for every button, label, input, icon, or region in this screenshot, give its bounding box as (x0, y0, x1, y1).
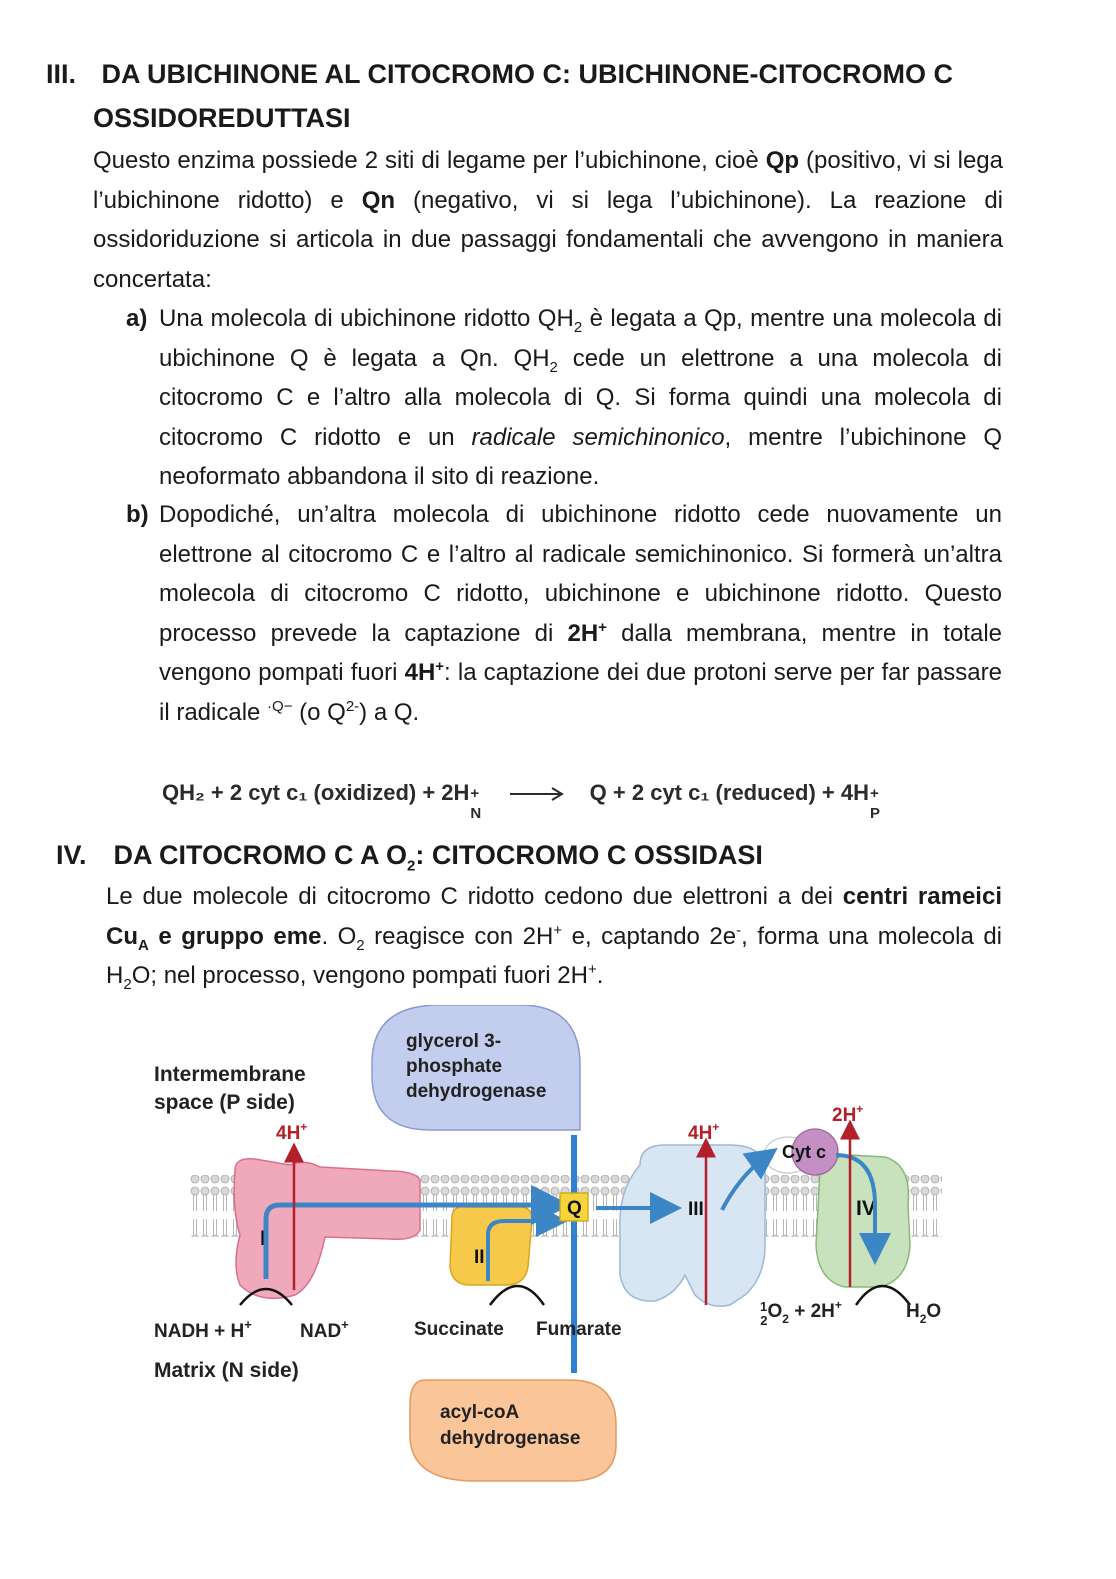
s4-part3: reagisce con 2H (364, 922, 554, 950)
s4-part4: e, captando 2e (562, 922, 737, 950)
item-a-part2: è legata a Qp, mentre una molecola di ubichinone Q è legata a Qn. QH (159, 305, 1002, 372)
section-4-title: IV. DA CITOCROMO C A $O_2$: CITOCROMO C OSSIDASI (56, 833, 1056, 877)
s4-part6: O; nel processo, vengono pompati fuori 2H (131, 962, 588, 989)
item-b-label: b) (126, 501, 149, 528)
complex-3 (620, 1145, 765, 1306)
section-3-title-line2: OSSIDOREDUTTASI (93, 103, 351, 133)
reaction-arrow-icon (508, 784, 568, 804)
copper-sub: A (138, 936, 149, 954)
electron-transport-chain-figure (140, 1005, 970, 1485)
intro-text-b: (positivo, vi si lega l’ubichinone ridotto) e (93, 147, 1003, 214)
section-4-number: IV. (56, 840, 87, 870)
heme-group: e gruppo eme (148, 922, 322, 950)
s4-part7: . (596, 962, 604, 989)
cyt-c-label: Cyt c (782, 1142, 827, 1162)
item-b-text: Dopodiché, un’altra molecola di ubichinone ridotto cede nuovamente un elettrone al citocromo C e l’altro al radicale semichinonico. Si formerà un’altra molecola di citocromo C ridotto, ubichinone e ubichinone ridotto. Questo processo prevede la captazione di 2H+ dalla membrana, mentre in totale vengono pompati fuori 4H+: la captazione dei due protoni serve per far passare il radicale $^{\cdot Q-}$ (o $Q^{2-}$) a Q. (159, 501, 1002, 726)
water-label: $H_2O$ (906, 1301, 942, 1326)
reaction-equation: QH₂ + 2 cyt c₁ (oxidized) + 2H + N Q + 2 cyt c₁ (reduced) + 4H + P (162, 780, 881, 822)
qn-term: Qn (361, 186, 396, 214)
equation-left: QH₂ + 2 cyt c₁ (oxidized) + 2H (162, 780, 470, 805)
radical-term: radicale semichinonico (471, 423, 725, 451)
item-b-part3: : la captazione dei due protoni serve per far passare il radicale (159, 659, 1002, 726)
acyl-line2: dehydrogenase (440, 1428, 581, 1449)
acyl-line1: acyl-coA (440, 1402, 520, 1423)
section-4-title-text: DA CITOCROMO C A O (113, 840, 408, 870)
s4-part2: . O (321, 922, 357, 950)
complex-3-label: III (688, 1199, 704, 1220)
item-a-label: a) (126, 305, 148, 332)
nad-label: NAD+ (300, 1317, 349, 1342)
radical-symbol: ·Q (267, 697, 284, 715)
complex-2 (450, 1207, 532, 1285)
ubiquinone-label: Q (567, 1198, 582, 1219)
intro-text-a: Questo enzima possiede 2 siti di legame per l’ubichinone, cioè (93, 147, 766, 174)
copper-centers: centri rameici Cu (106, 883, 1002, 950)
complex-4-label: IV (856, 1197, 876, 1220)
item-a-part1: Una molecola di ubichinone ridotto QH (159, 305, 574, 332)
nadh-label: NADH + H+ (154, 1317, 252, 1342)
item-b-part2: dalla membrana, mentre in totale vengono pompati fuori (159, 619, 1002, 686)
complex-1-label: I (260, 1227, 266, 1250)
s4-part5: , forma una molecola di H (106, 922, 1003, 989)
section-4-title-tail: : CITOCROMO C OSSIDASI (415, 840, 763, 870)
matrix-label: Matrix (N side) (154, 1359, 299, 1382)
equation-right: Q + 2 cyt c₁ (reduced) + 4H (589, 780, 869, 805)
section-3-number: III. (46, 59, 77, 89)
complex-4 (816, 1155, 910, 1287)
complex-2-label: II (474, 1247, 485, 1268)
item-b-part5: ) a Q. (359, 698, 420, 726)
proton-label-2: 4H+ (688, 1120, 720, 1144)
item-b-part1: Dopodiché, un’altra molecola di ubichinone ridotto cede nuovamente un elettrone al citocromo C e l’altro al radicale semichinonico. Si formerà un’altra molecola di citocromo C ridotto, ubichinone e ubichinone ridotto. Questo processo prevede la captazione di (159, 501, 1002, 647)
section-3-title (46, 52, 1046, 96)
proton-label-3: 2H+ (832, 1102, 864, 1126)
g3p-line1: glycerol 3- (406, 1031, 502, 1052)
o2-curve (856, 1286, 910, 1305)
section-3-title-line1: DA UBICHINONE AL CITOCROMO C: UBICHINONE-CITOCROMO C (101, 59, 954, 89)
proton-2h: 2H (567, 619, 599, 647)
proton-4h: 4H (404, 659, 436, 686)
section-4-text: Le due molecole di citocromo C ridotto cedono due elettroni a dei centri rameici $Cu_A$ e gruppo eme. $O_2$ reagisce con 2H+ e, captando 2e-, forma una molecola di $H_2O$; nel processo, vengono pompati fuori 2H+. (106, 883, 1003, 993)
section-3-intro (93, 141, 1003, 299)
s4-part1: Le due molecole di citocromo C ridotto cedono due elettroni a dei (106, 883, 843, 910)
item-a-text: Una molecola di ubichinone ridotto $QH_2$ è legata a Qp, mentre una molecola di ubichinone Q è legata a Qn. $QH_2$ cede un elettrone a una molecola di citocromo C e l’altro alla molecola di Q. Si forma quindi una molecola di citocromo C ridotto e un radicale semichinonico, mentre l’ubichinone Q neoformato abbandona il sito di reazione. (159, 305, 1002, 490)
succinate-curve (490, 1286, 544, 1305)
intermembrane-label: Intermembrane (154, 1063, 306, 1086)
space-label: space (P side) (154, 1091, 295, 1114)
proton-label-1: 4H+ (276, 1120, 308, 1144)
g3p-line3: dehydrogenase (406, 1081, 547, 1102)
qp-term: Qp (765, 147, 800, 174)
item-a-part3: cede un elettrone a una molecola di citocromo C e l’altro alla molecola di Q. Si forma quindi una molecola di citocromo C ridotto e un (159, 344, 1002, 451)
intro-text-c: (negativo, vi si lega l’ubichinone). La reazione di ossidoriduzione si articola in due passaggi fondamentali che avvengono in maniera concertata: (93, 186, 1003, 293)
succinate-label: Succinate (414, 1319, 504, 1340)
g3p-line2: phosphate (406, 1056, 503, 1077)
item-b-part4: (o Q (292, 698, 346, 726)
oxygen-label: $^1$ $2O_2 + 2H^+$ (760, 1298, 842, 1328)
item-a-part4: , mentre l’ubichinone Q neoformato abbandona il sito di reazione. (159, 423, 1002, 490)
fumarate-label: Fumarate (536, 1319, 622, 1340)
